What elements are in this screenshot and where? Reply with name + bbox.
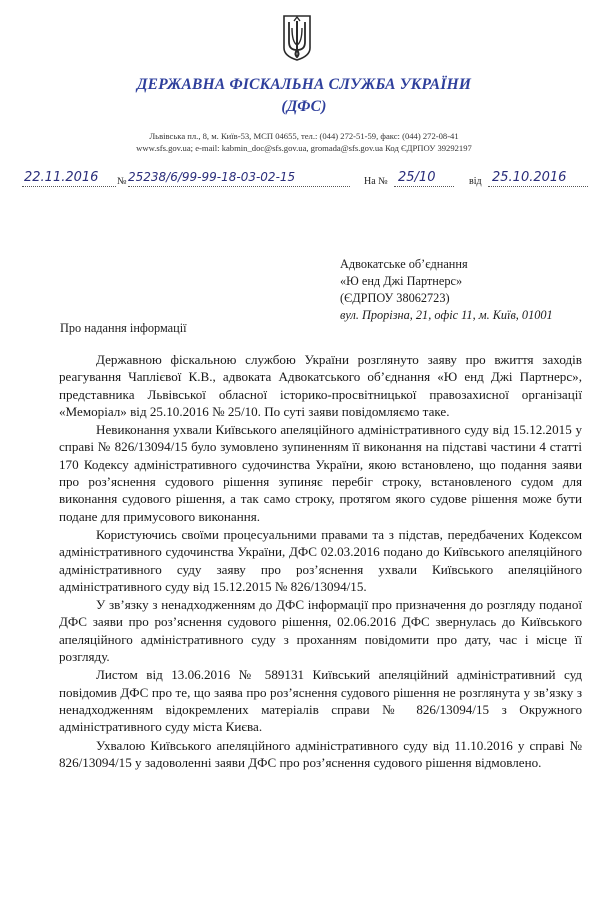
number-label: № bbox=[117, 176, 127, 187]
number-underline bbox=[128, 186, 350, 187]
reference-date-underline bbox=[488, 186, 588, 187]
recipient-line-3: (ЄДРПОУ 38062723) bbox=[340, 291, 450, 305]
recipient-line-2: «Ю енд Джі Партнерс» bbox=[340, 274, 463, 288]
body-paragraph-5: Листом від 13.06.2016 № 589131 Київський апеляційний адміністративний суд повідомив ДФС про те, що заява про роз’яснення судового рішення не розглянута у зв’язку з ненадходженням відокремлених матеріалів справи № 826/13094/15 з Окружного адміністративного суду міста Києва. bbox=[59, 667, 582, 735]
recipient-address: вул. Прорізна, 21, офіс 11, м. Київ, 01001 bbox=[340, 308, 553, 322]
registration-line bbox=[22, 168, 592, 192]
reference-label: На № bbox=[364, 176, 388, 187]
body-paragraph-1: Державною фіскальною службою України розглянуто заяву про вжиття заходів реагування Чаплієвої К.В., адвоката Адвокатського об’єднання «Ю енд Джі Партнерс», представника Львівської обласної історико-просвітницької правозахисної організації «Меморіал» від 25.10.2016 № 25/10. По суті заяви повідомляємо таке. bbox=[59, 352, 582, 419]
letter-body bbox=[59, 351, 582, 771]
agency-abbreviation: (ДФС) bbox=[281, 98, 327, 115]
date-underline bbox=[22, 186, 116, 187]
from-label: від bbox=[469, 176, 482, 187]
reference-underline bbox=[394, 186, 454, 187]
contacts-line-2: www.sfs.gov.ua; e-mail: kabmin_doc@sfs.gov.ua, gromada@sfs.gov.ua Код ЄДРПОУ 39292197 bbox=[136, 143, 472, 153]
body-paragraph-3: Користуючись своїми процесуальними правами та з підстав, передбачених Кодексом адміністративного судочинства України, ДФС 02.03.2016 подано до Київського апеляційного адміністративного суду заяву про роз’яснення ухвали Київського апеляційного адміністративного суду від 15.12.2015 № 826/13094/15. bbox=[59, 526, 582, 594]
outgoing-number: 25238/6/99-99-18-03-02-15 bbox=[128, 170, 296, 184]
agency-name: ДЕРЖАВНА ФІСКАЛЬНА СЛУЖБА УКРАЇНИ bbox=[136, 76, 472, 93]
body-paragraph-2: Невиконання ухвали Київського апеляційного адміністративного суду від 15.12.2015 у справі № 826/13094/15 було зумовлено зупиненням її виконання на підставі частини 4 статті 170 Кодексу адміністративного судочинства України, якою встановлено, що подання заяви про роз’яснення судового рішення зупиняє перебіг строку, встановленого судом для виконання судового рішення, а так само строку, протягом якого судове рішення може бути подане для примусового виконання. bbox=[59, 422, 582, 524]
reference-number: 25/10 bbox=[398, 170, 436, 185]
body-paragraph-4: У зв’язку з ненадходженням до ДФС інформації про призначення до розгляду поданої ДФС заяви про роз’яснення судового рішення, 02.06.2016 ДФС звернулась до Київського апеляційного адміністративного суду з проханням повідомити про дату, час і місце її розгляду. bbox=[59, 597, 582, 665]
body-paragraph-6: Ухвалою Київського апеляційного адміністративного суду від 11.10.2016 у справі № 826/13094/15 у задоволенні заяви ДФС про роз’яснення судового рішення відмовлено. bbox=[59, 737, 582, 770]
recipient-block bbox=[340, 256, 553, 324]
recipient-line-1: Адвокатське об’єднання bbox=[340, 257, 468, 271]
letter-subject: Про надання інформації bbox=[60, 321, 187, 335]
contacts-line-1: Львівська пл., 8, м. Київ-53, МСП 04655, тел.: (044) 272-51-59, факс: (044) 272-08-41 bbox=[149, 131, 459, 141]
trident-icon bbox=[281, 12, 313, 62]
reference-date: 25.10.2016 bbox=[492, 170, 567, 185]
outgoing-date: 22.11.2016 bbox=[24, 170, 99, 185]
